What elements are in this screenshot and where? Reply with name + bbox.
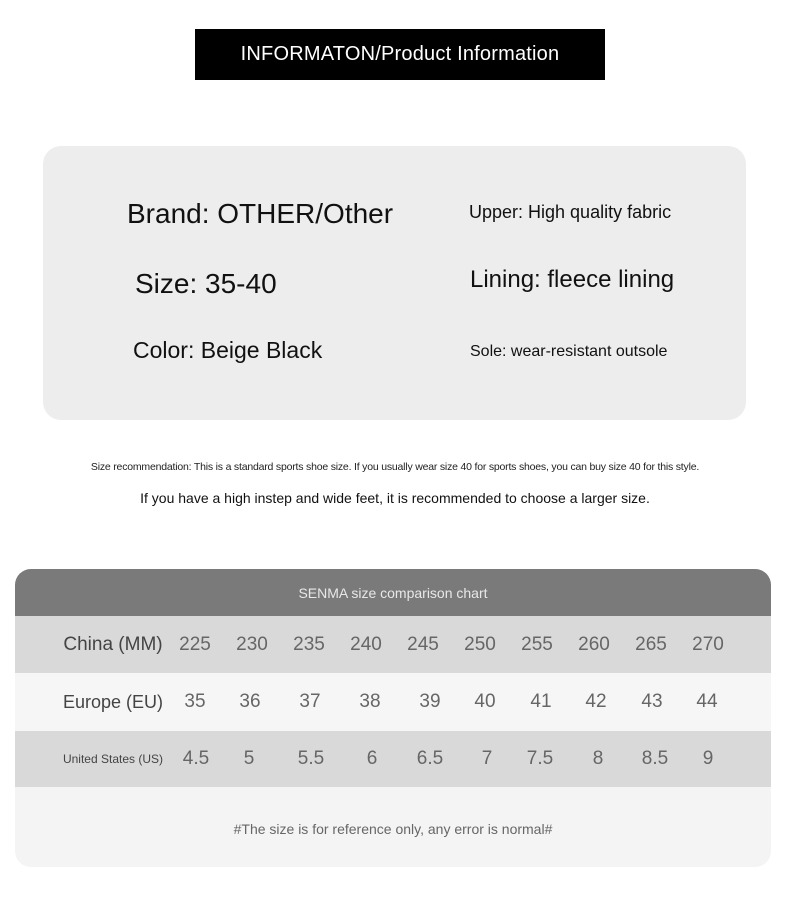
size-cell: 265 xyxy=(635,633,667,655)
upper-text: Upper: High quality fabric xyxy=(469,202,672,222)
size-cell: 38 xyxy=(359,691,381,712)
sole-text: Sole: wear-resistant outsole xyxy=(470,343,668,360)
size-cell: 5 xyxy=(243,748,255,769)
size-cell: 5.5 xyxy=(297,748,325,769)
size-cell: 41 xyxy=(530,691,552,712)
row-label: United States (US) xyxy=(62,752,164,766)
size-chart-footnote: #The size is for reference only, any error is normal# xyxy=(233,821,553,837)
size-cell: 250 xyxy=(464,633,496,655)
size-cell: 245 xyxy=(407,633,439,655)
header-title: INFORMATON/Product Information xyxy=(240,43,560,65)
size-recommendation: Size recommendation: This is a standard sports shoe size. If you usually wear size 40 for sports shoes, you can buy size 40 for this style. xyxy=(90,461,700,473)
size-row-china xyxy=(15,616,771,673)
size-cell: 36 xyxy=(239,691,261,712)
size-cell: 40 xyxy=(474,691,496,712)
size-cell: 8.5 xyxy=(641,748,669,769)
size-cell: 260 xyxy=(578,633,610,655)
size-cell: 42 xyxy=(585,691,607,712)
size-cell: 240 xyxy=(350,633,382,655)
row-label: Europe (EU) xyxy=(62,691,164,712)
size-cell: 8 xyxy=(592,748,604,769)
size-row-europe xyxy=(15,673,771,731)
color-text: Color: Beige Black xyxy=(133,337,323,363)
product-info-card xyxy=(43,146,746,420)
size-comparison-chart xyxy=(15,569,771,867)
size-cell: 37 xyxy=(299,691,321,712)
size-cell: 235 xyxy=(293,633,325,655)
row-label: China (MM) xyxy=(63,633,163,655)
size-cell: 7.5 xyxy=(526,748,554,769)
size-row-us xyxy=(15,731,771,787)
size-cell: 44 xyxy=(696,691,718,712)
size-cell: 6.5 xyxy=(416,748,444,769)
brand-text: Brand: OTHER/Other xyxy=(127,198,394,229)
chart-title: SENMA size comparison chart xyxy=(15,569,771,616)
size-cell: 7 xyxy=(481,748,493,769)
size-cell: 9 xyxy=(702,748,714,769)
size-cell: 255 xyxy=(521,633,553,655)
lining-text: Lining: fleece lining xyxy=(470,266,675,293)
size-cell: 4.5 xyxy=(182,748,210,769)
size-cell: 35 xyxy=(184,691,206,712)
product-info-header xyxy=(195,29,605,80)
size-cell: 230 xyxy=(236,633,268,655)
size-text: Size: 35-40 xyxy=(135,268,277,299)
size-cell: 225 xyxy=(179,633,211,655)
size-cell: 6 xyxy=(366,748,378,769)
size-cell: 39 xyxy=(419,691,441,712)
size-cell: 270 xyxy=(692,633,724,655)
fit-advice: If you have a high instep and wide feet, it is recommended to choose a larger size. xyxy=(140,490,650,506)
size-cell: 43 xyxy=(641,691,663,712)
